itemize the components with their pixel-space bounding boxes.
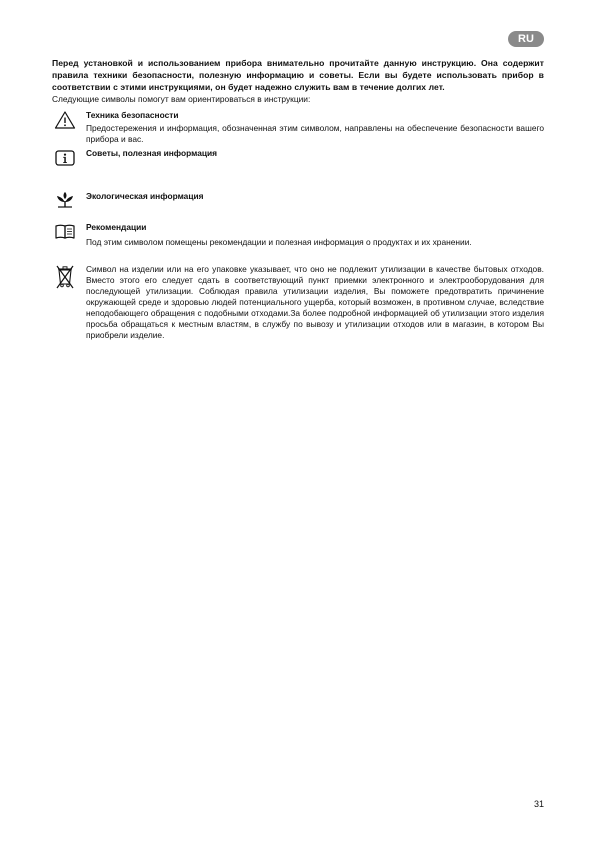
section-text: Под этим символом помещены рекомендации и полезная информация о продуктах и их хранении. (86, 237, 472, 247)
warning-triangle-icon (54, 110, 76, 130)
crossed-bin-icon (54, 264, 76, 290)
intro-paragraph: Перед установкой и использованием прибора внимательно прочитайте данную инструкцию. Она содержит правила техники безопасности, полезную информацию и советы. Если вы будете использовать прибор в соответствии с этими инструкциями, он будет надежно служить вам в течение долгих лет. (52, 58, 544, 92)
info-icon (54, 148, 76, 168)
section-text: Символ на изделии или на его упаковке указывает, что оно не подлежит утилизации в качестве бытовых отходов. Вместо этого его следует сдать в соответствующий пункт приемки электронного и электрооборудования для последующей утилизации. Соблюдая правила утилизации изделия, Вы поможете предотвратить причинение окружающей среде и здоровью людей потенциального ущерба, который возможен, в противном случае, вследствие неподобающего обращения с подобными отходами.За более подробной информацией об утилизации этого изделия просьба обращаться к местным властям, в службу по вывозу и утилизации отходов или в магазин, в котором Вы приобрели изделие. (86, 264, 544, 340)
section-title: Техника безопасности (86, 110, 179, 120)
flower-eco-icon (54, 189, 76, 209)
section-title: Экологическая информация (86, 191, 204, 201)
page-number: 31 (533, 799, 544, 809)
section-title: Рекомендации (86, 222, 147, 232)
language-badge: RU (508, 31, 544, 47)
section-text: Предостережения и информация, обозначенная этим символом, направлены на обеспечение безопасности вашего прибора и вас. (86, 123, 544, 144)
book-icon (54, 222, 76, 242)
symbols-lead-text: Следующие символы помогут вам ориентироваться в инструкции: (52, 94, 311, 104)
section-title: Советы, полезная информация (86, 148, 218, 158)
